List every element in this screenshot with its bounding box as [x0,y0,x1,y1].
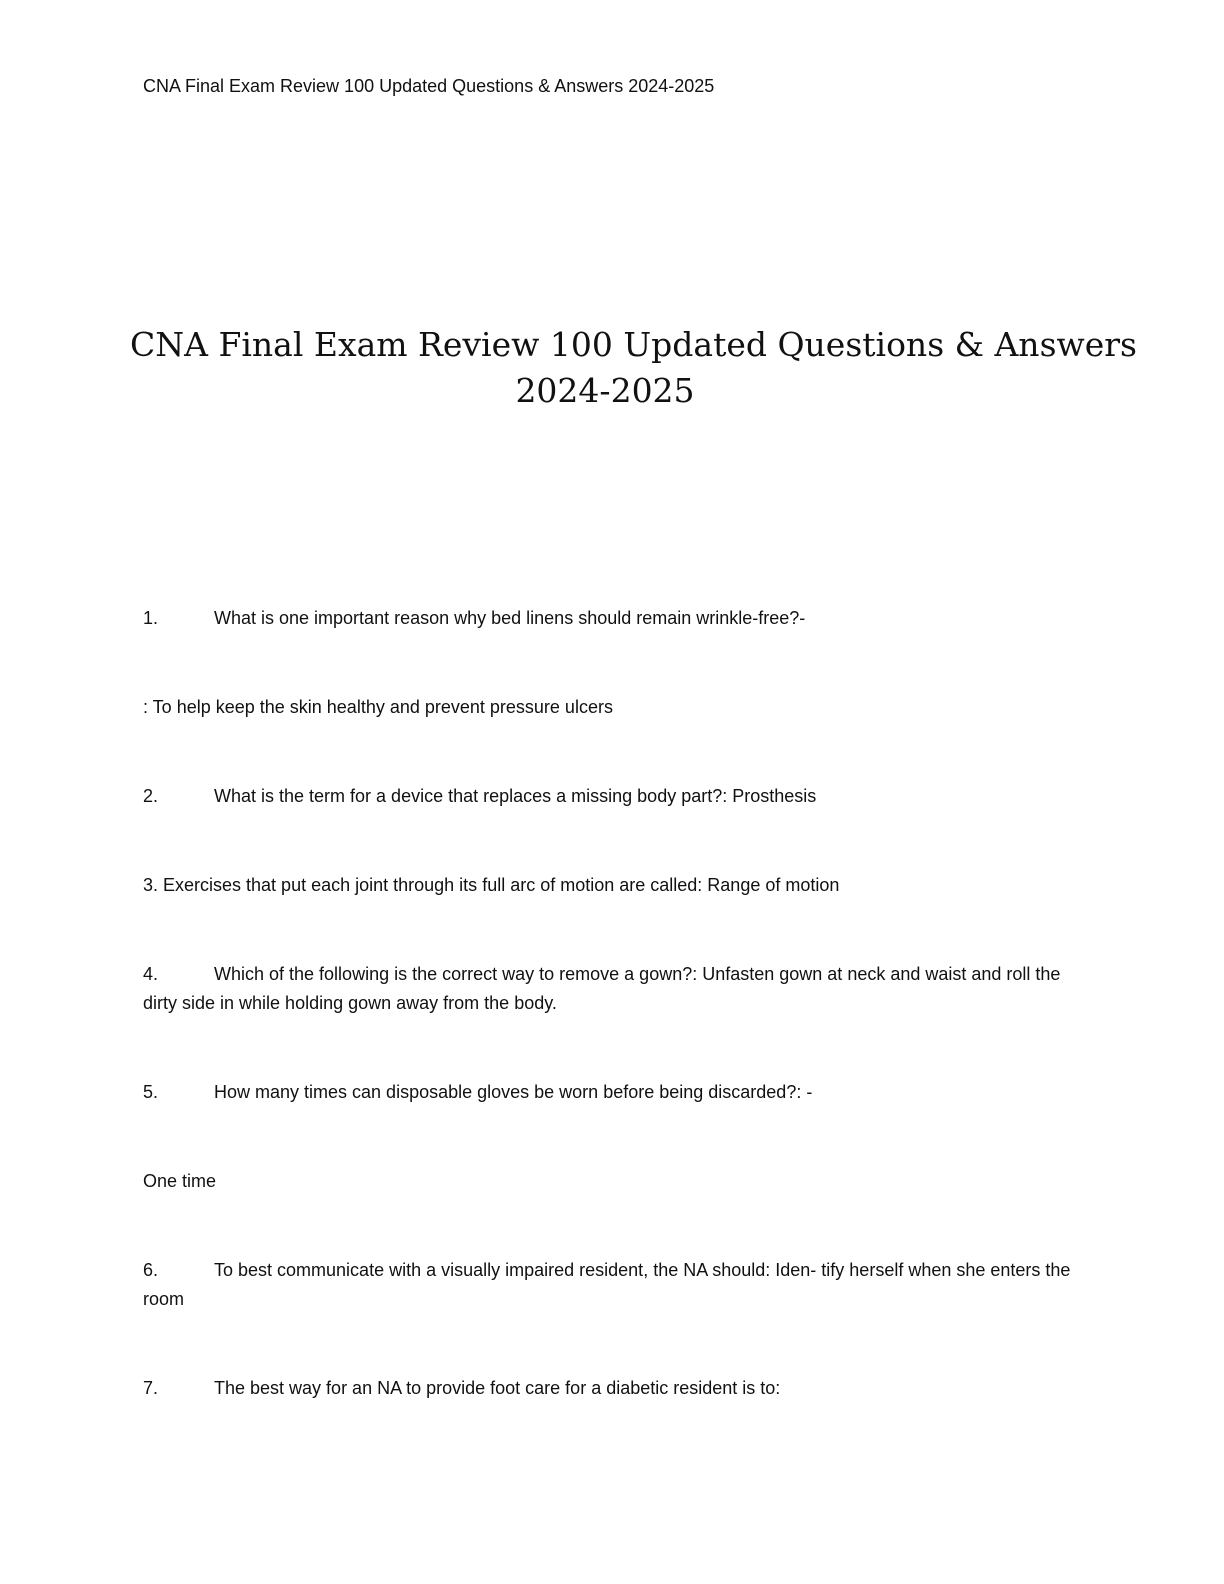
question-number: 1. [143,608,159,628]
question-text: Which of the following is the correct way to remove a gown?: Unfasten gown at neck and waist and roll the dirty side in while holding gown away from the body. [143,964,1061,1013]
question-number: 7. [143,1378,159,1398]
question-3: 3. Exercises that put each joint through its full arc of motion are called: Range of motion [143,875,840,895]
running-header: CNA Final Exam Review 100 Updated Questions & Answers 2024-2025 [143,76,715,96]
document-title-line-2: 2024-2025 [515,371,695,410]
question-text: What is the term for a device that replaces a missing body part?: Prosthesis [214,786,817,806]
question-7 [143,1374,1073,1403]
question-text: How many times can disposable gloves be worn before being discarded?: - [214,1082,813,1102]
question-6 [143,1256,1073,1314]
document-title-line-1: CNA Final Exam Review 100 Updated Questions & Answers [130,325,1137,364]
question-number: 5. [143,1082,159,1102]
question-5 [143,1078,1073,1107]
answer-5: One time [143,1171,217,1191]
question-number: 4. [143,964,159,984]
question-2 [143,782,1073,811]
question-text: To best communicate with a visually impaired resident, the NA should: Iden- tify herself when she enters the room [143,1260,1071,1309]
answer-1: : To help keep the skin healthy and prevent pressure ulcers [143,697,613,717]
question-number: 6. [143,1260,159,1280]
document-title [130,322,1137,414]
question-text: The best way for an NA to provide foot care for a diabetic resident is to: [214,1378,781,1398]
question-number: 2. [143,786,159,806]
question-1 [143,604,1073,633]
question-text: What is one important reason why bed linens should remain wrinkle-free?- [214,608,806,628]
question-4 [143,960,1073,1018]
